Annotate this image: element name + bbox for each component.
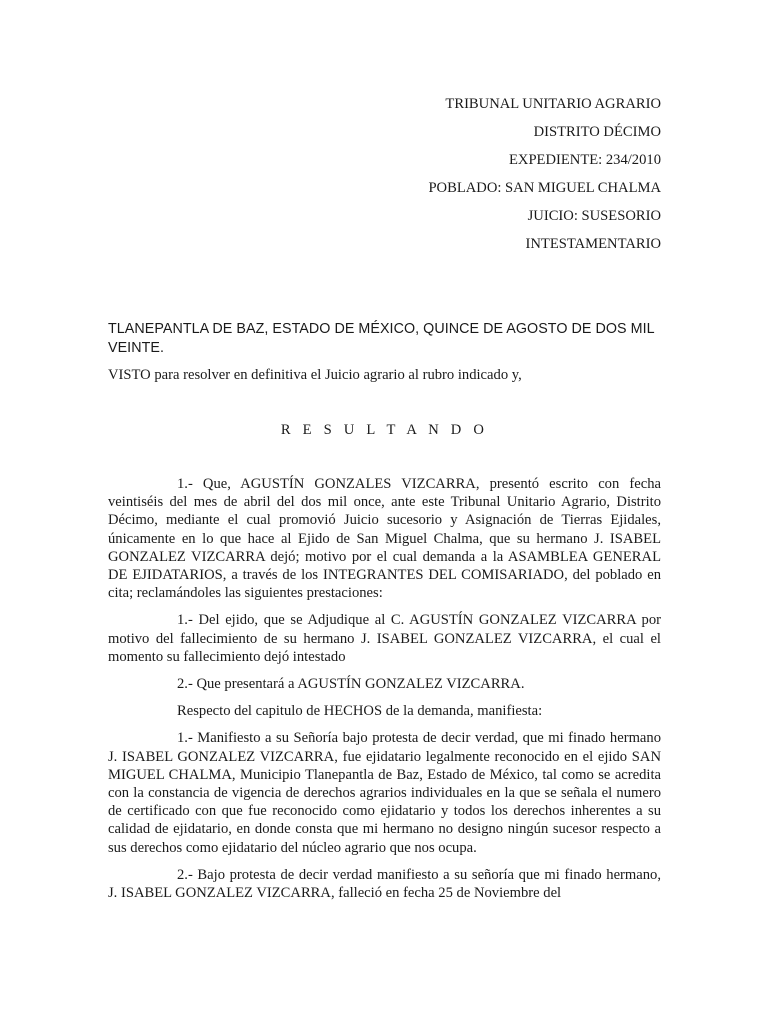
paragraph: 1.- Manifiesto a su Señoría bajo protesta de decir verdad, que mi finado hermano J. ISABEL GONZALEZ VIZCARRA, fue ejidatario legalmente reconocido en el ejido SAN MIGUEL CHALMA, Municipio Tlanepantla de Baz, Estado de México, tal como se acredita con la constancia de vigencia de derechos agrarios individuales en la que se señala el numero de certificado con que fue reconocido como ejidatario y todos los derechos inherentes a su calidad de ejidatario, en donde consta que mi hermano no designo ningún sucesor respecto a sus derechos como ejidatario del núcleo agrario que nos ocupa. [108, 730, 661, 856]
header-case-number: EXPEDIENTE: 234/2010 [508, 152, 661, 168]
section-title-resultando: R E S U L T A N D O [280, 422, 489, 438]
paragraph: 2.- Que presentará a AGUSTÍN GONZALEZ VIZCARRA. [177, 676, 525, 693]
header-trial-type-cont: INTESTAMENTARIO [525, 236, 661, 252]
paragraph: 2.- Bajo protesta de decir verdad manifiesto a su señoría que mi finado hermano, J. ISABEL GONZALEZ VIZCARRA, falleció en fecha 25 de Noviembre del [108, 866, 661, 902]
header-court: TRIBUNAL UNITARIO AGRARIO [445, 96, 661, 112]
paragraph: 1.- Del ejido, que se Adjudique al C. AGUSTÍN GONZALEZ VIZCARRA por motivo del fallecimiento de su hermano J. ISABEL GONZALEZ VIZCARRA, el cual el momento su fallecimiento dejó intestado [108, 612, 661, 665]
header-town: POBLADO: SAN MIGUEL CHALMA [428, 180, 661, 196]
header-trial-type: JUICIO: SUSESORIO [527, 208, 661, 224]
paragraph: Respecto del capitulo de HECHOS de la demanda, manifiesta: [177, 703, 543, 720]
visto-statement: VISTO para resolver en definitiva el Juicio agrario al rubro indicado y, [108, 367, 522, 383]
document-body [108, 475, 661, 911]
paragraph: 1.- Que, AGUSTÍN GONZALES VIZCARRA, presentó escrito con fecha veintiséis del mes de abril del dos mil once, ante este Tribunal Unitario Agrario, Distrito Décimo, mediante el cual promovió Juicio sucesorio y Asignación de Tierras Ejidales, únicamente en lo que hace al Ejido de San Miguel Chalma, que su hermano J. ISABEL GONZALEZ VIZCARRA dejó; motivo por el cual demanda a la ASAMBLEA GENERAL DE EJIDATARIOS, a través de los INTEGRANTES DEL COMISARIADO, del poblado en cita; reclamándoles las siguientes prestaciones: [108, 476, 661, 602]
place-and-date: TLANEPANTLA DE BAZ, ESTADO DE MÉXICO, QUINCE DE AGOSTO DE DOS MIL VEINTE. [108, 321, 655, 356]
case-header [428, 90, 661, 258]
header-district: DISTRITO DÉCIMO [533, 124, 661, 140]
